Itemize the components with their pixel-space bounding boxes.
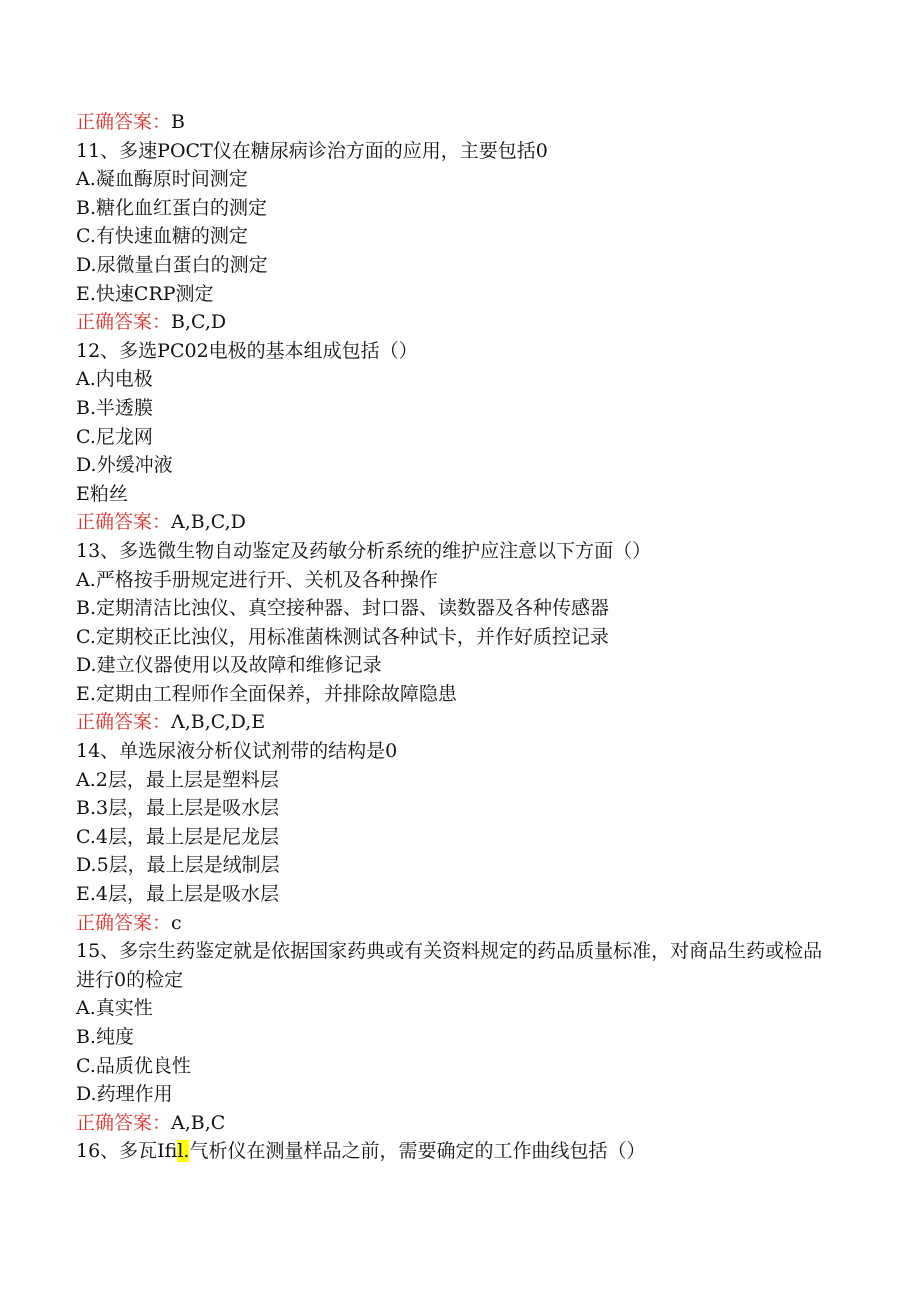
answer-value: B: [171, 111, 185, 133]
answer-value: Λ,B,C,D,E: [171, 711, 266, 734]
option-line: C.定期校正比浊仪，用标准菌株测试各种试卡，并作好质控记录: [76, 625, 609, 648]
question-line: 15、多宗生药鉴定就是依据国家药典或有关资料规定的药品质量标准，对商品生药或检品进行0的检定: [76, 940, 823, 991]
answer-line: [76, 1109, 836, 1138]
answer-label: 正确答案：: [76, 1111, 172, 1134]
option-line: D.药理作用: [76, 1083, 173, 1106]
answer-label: 正确答案：: [76, 711, 172, 734]
answer-line: [76, 108, 836, 137]
option-line: A.凝血酶原时间测定: [76, 168, 248, 191]
option-line: A.严格按手册规定进行开、关机及各种操作: [76, 568, 438, 591]
question-line: [76, 1137, 836, 1166]
highlighted-text: l.: [177, 1140, 190, 1163]
answer-line: [76, 308, 836, 337]
option-line: E.定期由工程师作全面保养，并排除故障隐患: [76, 682, 457, 705]
option-line: B.纯度: [76, 1026, 135, 1048]
question-line: 14、单选尿液分析仪试剂带的结构是0: [76, 740, 398, 763]
answer-label: 正确答案：: [76, 111, 172, 133]
answer-value: A,B,C: [171, 1111, 226, 1134]
option-line: A.真实性: [76, 997, 153, 1020]
answer-line: [76, 508, 836, 537]
option-line: D.建立仪器使用以及故障和维修记录: [76, 654, 382, 677]
option-line: D.5层，最上层是绒制层: [76, 854, 280, 877]
answer-label: 正确答案：: [76, 511, 172, 534]
option-line: B.定期清洁比浊仪、真空接种器、封口器、读数器及各种传感器: [76, 597, 610, 620]
answer-line: [76, 708, 836, 737]
option-line: D.外缓冲液: [76, 454, 173, 477]
option-line: C.品质优良性: [76, 1054, 191, 1077]
option-line: B.半透膜: [76, 396, 154, 419]
answer-value: A,B,C,D: [171, 511, 246, 534]
question-line: 13、多选微生物自动鉴定及药敏分析系统的维护应注意以下方面（）: [76, 539, 652, 562]
option-line: E粕丝: [76, 482, 128, 505]
option-line: A.内电极: [76, 368, 153, 391]
option-line: C.尼龙网: [76, 425, 153, 448]
question-line: 12、多选PC02电极的基本组成包括（）: [76, 339, 418, 362]
option-line: A.2层，最上层是塑料层: [76, 768, 279, 791]
option-line: E.快速CRP测定: [76, 282, 214, 305]
answer-value: c: [171, 911, 182, 934]
option-line: E.4层，最上层是吸水层: [76, 883, 279, 906]
option-line: C.有快速血糖的测定: [76, 225, 248, 248]
option-line: C.4层，最上层是尼龙层: [76, 825, 279, 848]
question-line: 11、多速POCT仪在糖尿病诊治方面的应用，主要包括0: [76, 139, 548, 162]
option-line: D.尿微量白蛋白的测定: [76, 253, 268, 276]
option-line: B.糖化血红蛋白的测定: [76, 196, 268, 219]
answer-label: 正确答案：: [76, 311, 172, 334]
option-line: B.3层，最上层是吸水层: [76, 797, 280, 820]
question-text: 16、多瓦Ifi: [76, 1140, 178, 1163]
question-text: 气析仪在测量样品之前，需要确定的工作曲线包括（）: [189, 1140, 646, 1163]
answer-label: 正确答案：: [76, 911, 172, 934]
quiz-content: [76, 108, 836, 1166]
answer-value: B,C,D: [171, 311, 227, 334]
answer-line: [76, 909, 836, 938]
